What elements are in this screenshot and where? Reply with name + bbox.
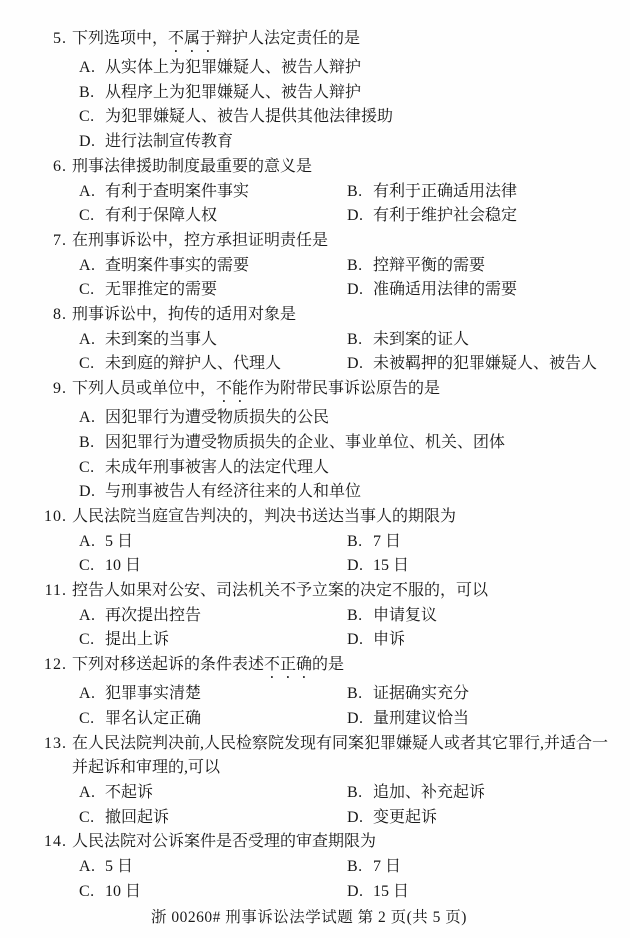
option-text: 申诉 [373,631,406,649]
option-text: 进行法制宣传教育 [105,133,234,151]
option-item [79,530,347,555]
option-text: 7 日 [373,858,402,876]
option-text: 有利于正确适用法律 [373,182,518,200]
options-group [79,682,618,731]
option-text: 控辩平衡的需要 [373,256,486,274]
option-text: 不起诉 [105,783,154,801]
question-stem [72,303,613,328]
question-stem [72,505,613,530]
option-text: 再次提出控告 [105,606,202,624]
question-item [0,579,618,653]
option-text: 撤回起诉 [105,808,170,826]
option-label: D. [347,631,364,649]
options-group [79,406,618,505]
option-item [347,604,618,629]
option-item [347,254,618,279]
option-item [347,855,618,880]
question-stem-row [0,27,618,56]
question-stem [72,732,613,781]
option-label: D. [79,133,96,151]
option-text: 为犯罪嫌疑人、被告人提供其他法律援助 [105,108,394,126]
option-item [79,130,618,155]
option-label: C. [79,709,95,727]
option-text: 5 日 [105,858,134,876]
option-text: 提出上诉 [105,631,170,649]
option-label: C. [79,557,95,575]
option-text: 追加、补充起诉 [373,783,486,801]
option-item [347,278,618,303]
question-stem [72,27,613,56]
option-label: B. [79,433,95,451]
option-item [347,707,618,732]
option-item [79,56,618,81]
options-group [79,781,618,830]
stem-text: 刑事法律援助制度最重要的意义是 [72,157,313,175]
option-label: A. [79,858,96,876]
option-label: D. [347,281,364,299]
options-group [79,328,618,377]
option-item [79,81,618,106]
option-text: 因犯罪行为遭受物质损失的公民 [105,409,330,427]
option-item [79,278,347,303]
option-item [79,855,347,880]
question-stem-row [0,830,618,855]
option-text: 10 日 [105,557,142,575]
option-label: B. [347,330,363,348]
option-label: D. [347,207,364,225]
option-label: C. [79,882,95,900]
option-text: 因犯罪行为遭受物质损失的企业、事业单位、机关、团体 [105,433,506,451]
option-item [79,352,347,377]
option-label: B. [347,182,363,200]
option-text: 10 日 [105,882,142,900]
stem-text: 控告人如果对公安、司法机关不予立案的决定不服的，可以 [72,582,489,600]
options-group [79,254,618,303]
question-item [0,653,618,731]
stem-text: 人民法院对公诉案件是否受理的审查期限为 [72,833,377,851]
option-label: A. [79,532,96,550]
question-stem [72,155,613,180]
option-item [79,328,347,353]
option-text: 15 日 [373,882,410,900]
question-item [0,377,618,505]
option-label: C. [79,631,95,649]
stem-text: 刑事诉讼中，拘传的适用对象是 [72,306,297,324]
question-number: 6. [53,157,67,175]
question-number: 7. [53,231,67,249]
option-label: A. [79,330,96,348]
question-stem-row [0,377,618,406]
stem-text: 作为附带民事诉讼原告的是 [248,380,441,398]
option-item [79,806,347,831]
options-group [79,604,618,653]
option-label: A. [79,606,96,624]
option-label: C. [79,808,95,826]
stem-text: 在刑事诉讼中，控方承担证明责任是 [72,231,329,249]
stem-text-emphasized: 不正确 [264,656,313,674]
question-stem-row [0,229,618,254]
option-label: B. [347,858,363,876]
option-text: 罪名认定正确 [105,709,202,727]
question-stem-row [0,505,618,530]
question-item [0,229,618,303]
question-list [0,27,618,905]
option-item [79,781,347,806]
option-text: 与刑事被告人有经济往来的人和单位 [105,483,362,501]
option-text: 有利于查明案件事实 [105,182,250,200]
option-item [347,352,618,377]
option-label: D. [347,882,364,900]
stem-text: 下列对移送起诉的条件表述 [72,656,265,674]
question-stem-row [0,579,618,604]
option-text: 量刑建议恰当 [373,709,470,727]
option-label: B. [347,256,363,274]
stem-text: 辩护人法定责任的是 [216,30,361,47]
option-text: 有利于保障人权 [105,207,218,225]
question-stem [72,653,613,682]
option-item [347,204,618,229]
option-item [79,628,347,653]
page-footer: 浙 00260# 刑事诉讼法学试题 第 2 页(共 5 页) [151,908,467,926]
stem-text: 下列选项中， [72,30,169,47]
option-label: B. [79,83,95,101]
option-item [347,554,618,579]
option-text: 从实体上为犯罪嫌疑人、被告人辩护 [105,59,362,76]
question-item [0,155,618,229]
option-label: A. [79,256,96,274]
option-text: 犯罪事实清楚 [105,685,202,703]
option-text: 有利于维护社会稳定 [373,207,518,225]
options-group [79,855,618,904]
option-label: D. [79,483,96,501]
option-item [347,682,618,707]
option-label: A. [79,59,96,76]
stem-text: 人民法院当庭宣告判决的，判决书送达当事人的期限为 [72,507,457,525]
question-item [0,830,618,904]
option-item [79,105,618,130]
option-item [79,406,618,431]
option-item [79,880,347,905]
option-text: 未被羁押的犯罪嫌疑人、被告人 [373,355,598,373]
question-stem [72,579,613,604]
option-label: D. [347,557,364,575]
question-stem-row [0,303,618,328]
option-text: 准确适用法律的需要 [373,281,518,299]
question-number: 9. [53,380,67,398]
option-item [79,180,347,205]
option-item [79,480,618,505]
option-item [79,707,347,732]
stem-text-emphasized: 不属于 [168,30,217,47]
option-text: 申请复议 [373,606,438,624]
option-text: 5 日 [105,532,134,550]
question-stem-row [0,732,618,781]
option-label: C. [79,458,95,476]
option-text: 变更起诉 [373,808,438,826]
option-item [347,880,618,905]
option-item [79,554,347,579]
option-item [347,806,618,831]
option-item [79,604,347,629]
stem-text: 的是 [312,656,345,674]
question-number: 10. [44,507,67,525]
option-label: C. [79,108,95,126]
option-label: A. [79,409,96,427]
question-number: 11. [44,582,67,600]
question-stem-row [0,155,618,180]
option-item [347,180,618,205]
question-item [0,303,618,377]
option-text: 无罪推定的需要 [105,281,218,299]
option-label: D. [347,709,364,727]
question-number: 14. [44,833,67,851]
question-number: 8. [53,306,67,324]
stem-text: 下列人员或单位中， [72,380,217,398]
question-item [0,732,618,831]
option-text: 从程序上为犯罪嫌疑人、被告人辩护 [105,83,362,101]
option-label: B. [347,783,363,801]
option-label: A. [79,685,96,703]
option-label: D. [347,355,364,373]
option-label: D. [347,808,364,826]
option-label: B. [347,532,363,550]
option-label: C. [79,207,95,225]
option-label: A. [79,182,96,200]
option-item [79,456,618,481]
option-text: 7 日 [373,532,402,550]
question-item [0,27,618,155]
question-number: 12. [44,656,67,674]
option-label: C. [79,281,95,299]
stem-text-emphasized: 不能 [216,380,249,398]
option-label: B. [347,685,363,703]
option-label: C. [79,355,95,373]
option-item [347,328,618,353]
options-group [79,56,618,155]
question-stem [72,377,613,406]
question-number: 13. [44,734,67,752]
option-item [79,254,347,279]
question-stem-row [0,653,618,682]
option-item [79,204,347,229]
option-text: 未到庭的辩护人、代理人 [105,355,282,373]
question-item [0,505,618,579]
option-text: 证据确实充分 [373,685,470,703]
option-label: B. [347,606,363,624]
option-label: A. [79,783,96,801]
options-group [79,530,618,579]
question-stem [72,830,613,855]
option-text: 未到案的证人 [373,330,470,348]
option-item [79,431,618,456]
option-item [79,682,347,707]
question-stem [72,229,613,254]
option-text: 15 日 [373,557,410,575]
option-item [347,530,618,555]
stem-text: 在人民法院判决前,人民检察院发现有同案犯罪嫌疑人或者其它罪行,并适合一并起诉和审理的,可以 [72,734,609,777]
option-text: 未到案的当事人 [105,330,218,348]
options-group [79,180,618,229]
option-text: 查明案件事实的需要 [105,256,250,274]
option-text: 未成年刑事被害人的法定代理人 [105,458,330,476]
option-item [347,781,618,806]
question-number: 5. [53,30,67,47]
option-item [347,628,618,653]
